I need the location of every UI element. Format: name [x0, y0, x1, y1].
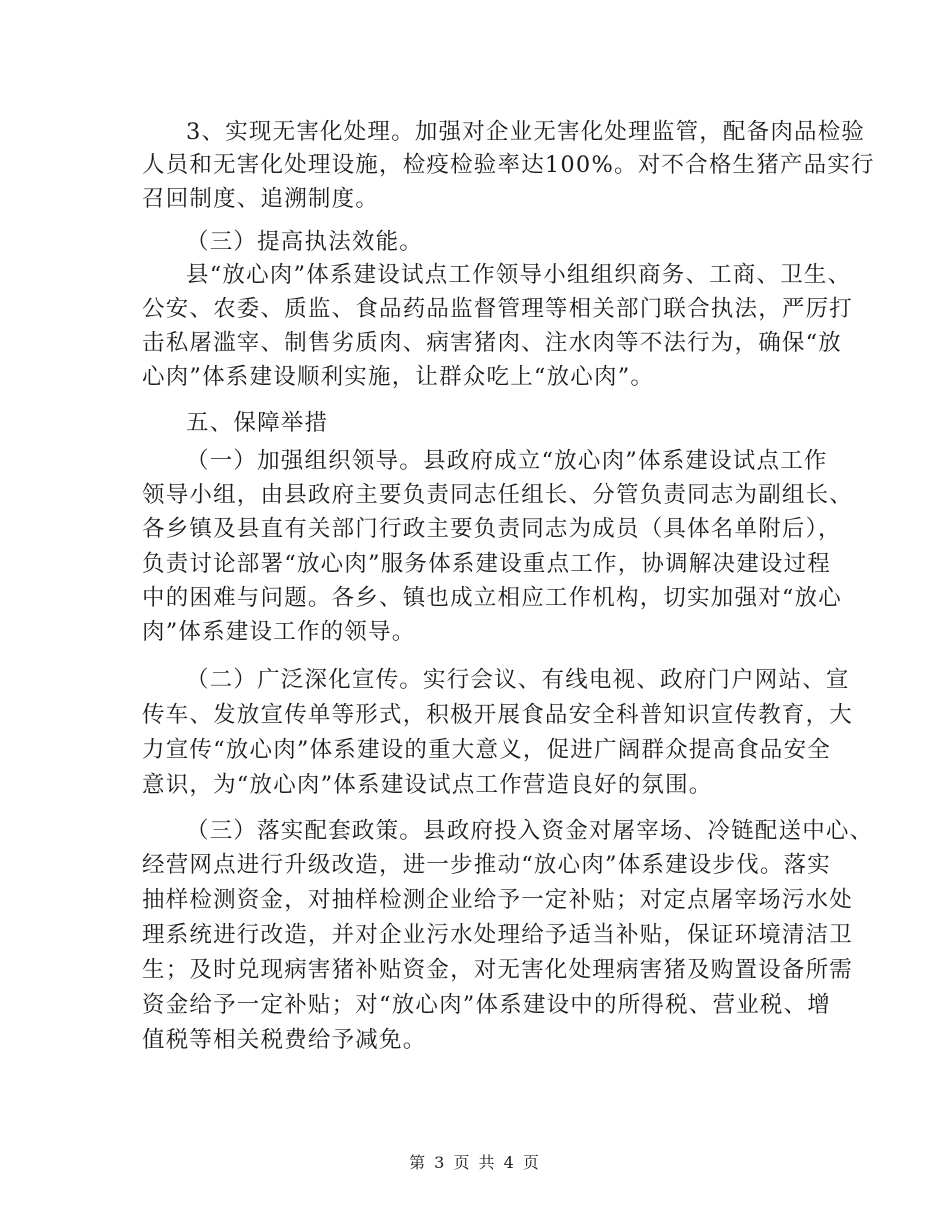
paragraph-line: 传车、发放宣传单等形式，积极开展食品安全科普知识宣传教育，大: [142, 702, 854, 728]
paragraph-line: 抽样检测资金，对抽样检测企业给予一定补贴；对定点屠宰场污水处: [142, 887, 854, 913]
paragraph-line: 负责讨论部署“放心肉”服务体系建设重点工作，协调解决建设过程: [142, 551, 832, 577]
paragraph-line: （三）落实配套政策。县政府投入资金对屠宰场、冷链配送中心、: [186, 818, 874, 844]
paragraph-line: 县“放心肉”体系建设试点工作领导小组组织商务、工商、卫生、: [186, 262, 852, 288]
paragraph-line: 心肉”体系建设顺利实施，让群众吃上“放心肉”。: [142, 364, 655, 390]
paragraph-line: 中的困难与问题。各乡、镇也成立相应工作机构，切实加强对“放心: [142, 585, 843, 611]
section-heading: （三）提高执法效能。: [186, 229, 424, 255]
paragraph-line: 肉”体系建设工作的领导。: [142, 619, 416, 645]
paragraph-line: 资金给予一定补贴；对“放心肉”体系建设中的所得税、营业税、增: [142, 992, 832, 1018]
paragraph-line: 人员和无害化处理设施，检疫检验率达100%。对不合格生猪产品实行: [142, 152, 875, 178]
paragraph-line: 击私屠滥宰、制售劣质肉、病害猪肉、注水肉等不法行为，确保“放: [142, 330, 843, 356]
page-number: 第 3 页 共 4 页: [409, 1153, 541, 1172]
paragraph-line: 公安、农委、质监、食品药品监督管理等相关部门联合执法，严厉打: [142, 296, 854, 322]
paragraph-line: 值税等相关税费给予减免。: [142, 1027, 427, 1053]
paragraph-line: 各乡镇及县直有关部门行政主要负责同志为成员（具体名单附后），: [142, 516, 842, 542]
paragraph-line: 生；及时兑现病害猪补贴资金，对无害化处理病害猪及购置设备所需: [142, 957, 854, 983]
paragraph-line: （二）广泛深化宣传。实行会议、有线电视、政府门户网站、宣: [186, 667, 850, 693]
paragraph-line: 理系统进行改造，并对企业污水处理给予适当补贴，保证环境清洁卫: [142, 922, 854, 948]
paragraph-line: （一）加强组织领导。县政府成立“放心肉”体系建设试点工作: [186, 448, 828, 474]
paragraph-line: 力宣传“放心肉”体系建设的重大意义，促进广阔群众提高食品安全: [142, 737, 832, 763]
paragraph-line: 意识，为“放心肉”体系建设试点工作营造良好的氛围。: [142, 772, 713, 798]
section-heading: 五、保障举措: [186, 410, 329, 436]
paragraph-line: 召回制度、追溯制度。: [142, 186, 380, 212]
paragraph-line: 领导小组，由县政府主要负责同志任组长、分管负责同志为副组长、: [142, 482, 854, 508]
paragraph-line: 3、实现无害化处理。加强对企业无害化处理监管，配备肉品检验: [186, 119, 866, 145]
paragraph-line: 经营网点进行升级改造，进一步推动“放心肉”体系建设步伐。落实: [142, 852, 832, 878]
